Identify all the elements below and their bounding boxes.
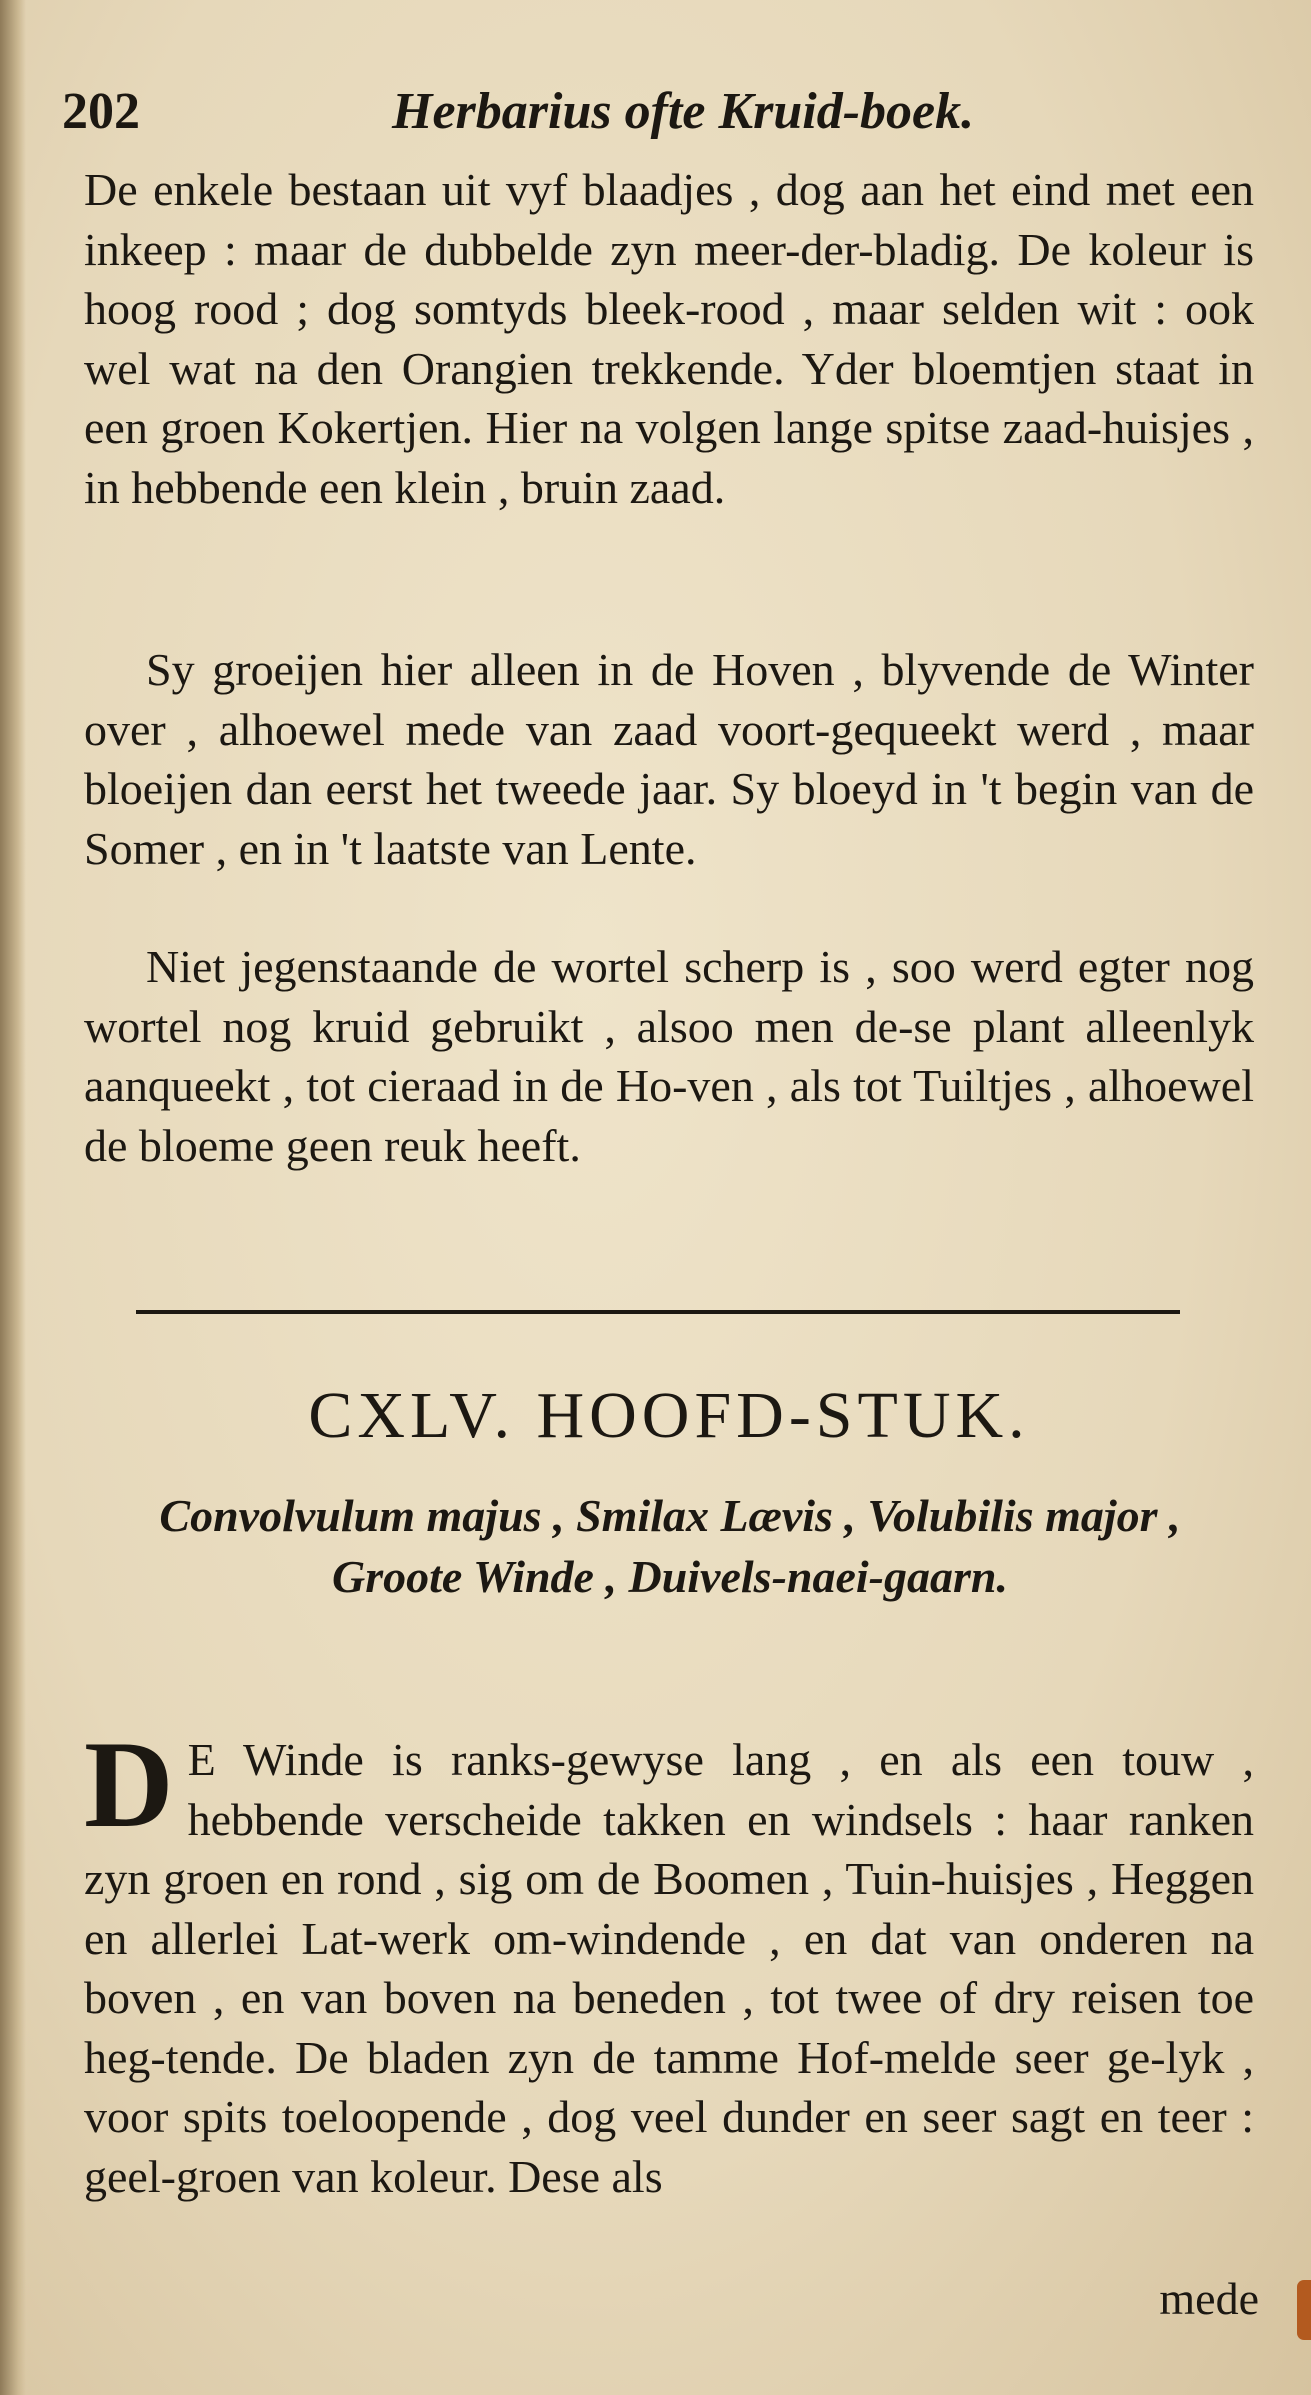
chapter-paragraph-text: E Winde is ranks-gewyse lang , en als een touw , hebbende verscheide takken en windsels : haar ranken zyn groen en rond , sig om de Boomen , Tuin-huisjes , Heggen en allerlei Lat-werk om-windende , en dat van onderen na boven , en van boven na beneden , tot twee of dry reisen toe heg-tende. De bladen zyn de tamme Hof-melde seer ge-lyk , voor spits toeloopende , dog veel dunder en seer sagt en teer : geel-groen van koleur. Dese als (84, 1734, 1254, 2202)
chapter-subtitle: Convolvulum majus , Smilax Lævis , Volubilis major , Groote Winde , Duivels-naei-gaarn. (159, 1490, 1181, 1602)
running-header (62, 82, 1252, 152)
chapter-heading: CXLV. HOOFD-STUK. (308, 1379, 1030, 1452)
catchword: mede (1159, 2273, 1259, 2324)
section-divider (136, 1310, 1180, 1314)
paragraph-3: Niet jegenstaande de wortel scherp is , soo werd egter nog wortel nog kruid gebruikt , alsoo men de-se plant alleenlyk aanqueekt , tot cieraad in de Ho-ven , als tot Tuiltjes , alhoewel de bloeme geen reuk heeft. (84, 941, 1254, 1171)
paragraph-1: De enkele bestaan uit vyf blaadjes , dog aan het eind met een inkeep : maar de dubbelde zyn meer-der-bladig. De koleur is hoog rood ; dog somtyds bleek-rood , maar selden wit : ook wel wat na den Orangien trekkende. Yder bloemtjen staat in een groen Kokertjen. Hier na volgen lange spitse zaad-huisjes , in hebbende een klein , bruin zaad. (84, 164, 1254, 513)
running-title: Herbarius ofte Kruid-boek. (392, 83, 975, 140)
paragraph-2: Sy groeijen hier alleen in de Hoven , blyvende de Winter over , alhoewel mede van zaad voort-gequeekt werd , maar bloeijen dan eerst het tweede jaar. Sy bloeyd in 't begin van de Somer , en in 't laatste van Lente. (84, 644, 1254, 874)
page-number: 202 (62, 83, 140, 140)
chapter-paragraph (84, 1716, 1254, 2206)
page-edge-stain (1297, 2280, 1311, 2340)
drop-cap: D (84, 1716, 174, 1853)
page-gutter (0, 0, 26, 2395)
